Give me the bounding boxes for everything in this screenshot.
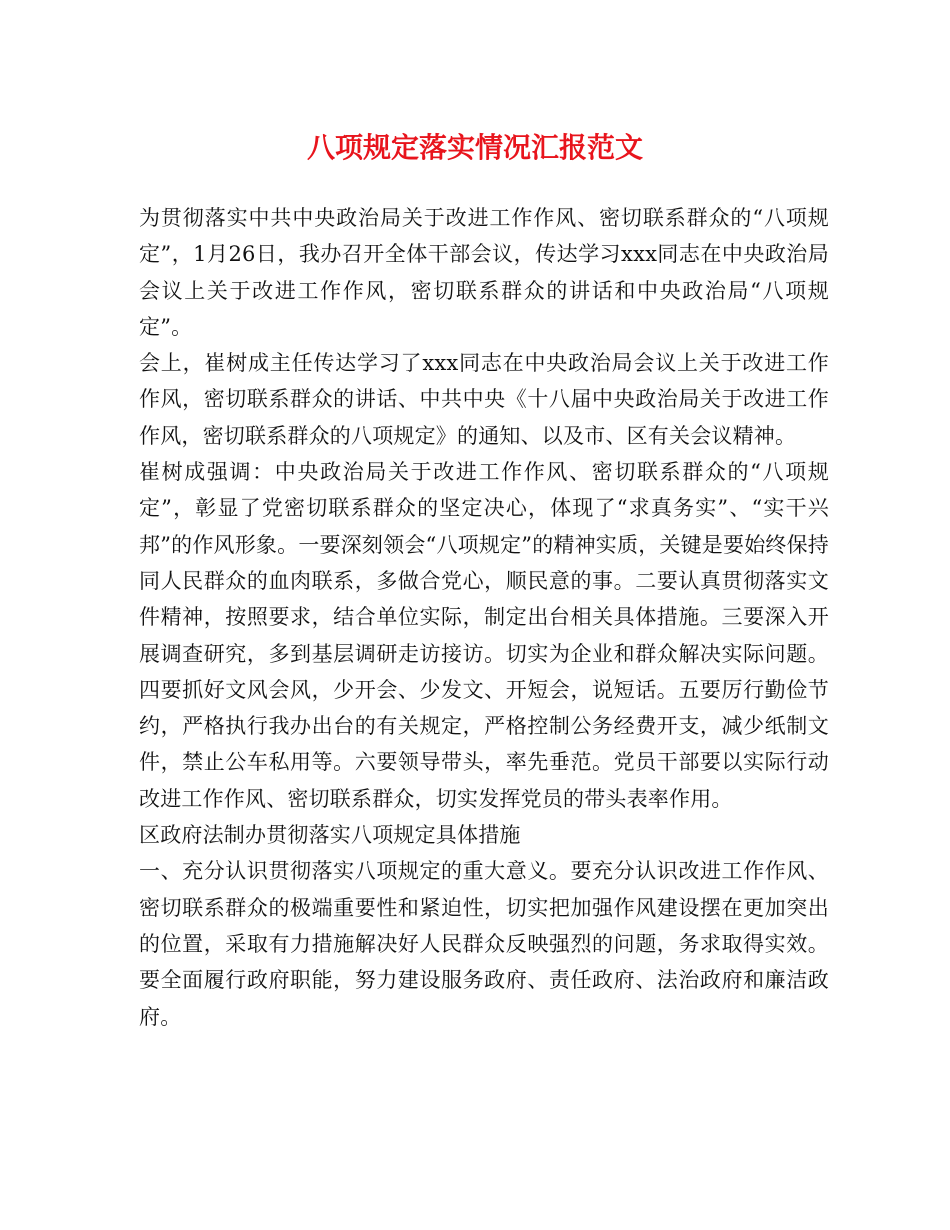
paragraph-measure-1: 一、充分认识贯彻落实八项规定的重大意义。要充分认识改进工作作风、密切联系群众的极端重要性和紧迫性，切实把加强作风建设摆在更加突出的位置，采取有力措施解决好人民群众反映强烈的问题，务求取得实效。要全面履行政府职能，努力建设服务政府、责任政府、法治政府和廉洁政府。: [139, 859, 829, 1029]
paragraph-emphasis: 崔树成强调：中央政治局关于改进工作作风、密切联系群众的“八项规定”，彰显了党密切联系群众的坚定决心，体现了“求真务实”、“实干兴邦”的作风形象。一要深刻领会“八项规定”的精神实质，关键是要始终保持同人民群众的血肉联系，多做合党心，顺民意的事。二要认真贯彻落实文件精神，按照要求，结合单位实际，制定出台相关具体措施。三要深入开展调查研究，多到基层调研走访接访。切实为企业和群众解决实际问题。四要抓好文风会风，少开会、少发文、开短会，说短话。五要厉行勤俭节约，严格执行我办出台的有关规定，严格控制公务经费开支，减少纸制文件，禁止公车私用等。六要领导带头，率先垂范。党员干部要以实际行动改进工作作风、密切联系群众，切实发挥党员的带头表率作用。: [139, 460, 830, 811]
paragraph-meeting: 会上，崔树成主任传达学习了xxx同志在中央政治局会议上关于改进工作作风，密切联系群众的讲话、中共中央《十八届中央政治局关于改进工作作风，密切联系群众的八项规定》的通知、以及市、区有关会议精神。: [139, 351, 829, 448]
document-title: 八项规定落实情况汇报范文: [306, 131, 643, 164]
paragraph-intro: 为贯彻落实中共中央政治局关于改进工作作风、密切联系群众的“八项规定”，1月26日，我办召开全体干部会议，传达学习xxx同志在中央政治局会议上关于改进工作作风，密切联系群众的讲话和中央政治局“八项规定”。: [139, 206, 829, 339]
document-body: [139, 200, 829, 1035]
section-heading: 区政府法制办贯彻落实八项规定具体措施: [139, 823, 521, 848]
